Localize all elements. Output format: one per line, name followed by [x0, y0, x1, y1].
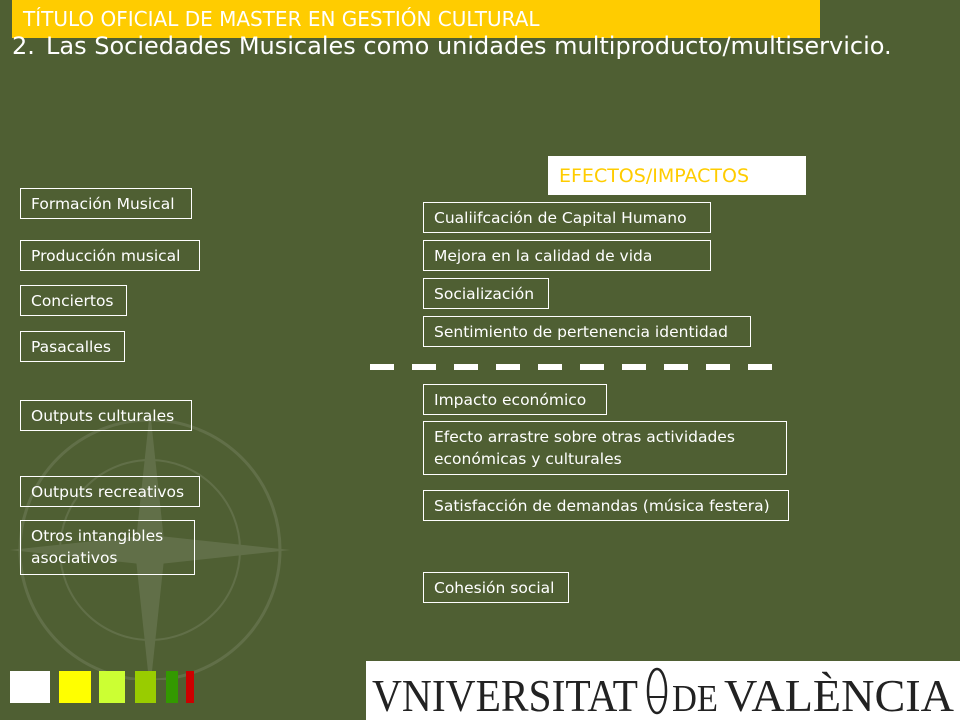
output-box: Outputs culturales	[20, 400, 192, 431]
effect-box: Efecto arrastre sobre otras actividades económicas y culturales	[423, 421, 787, 475]
course-title: TÍTULO OFICIAL DE MASTER EN GESTIÓN CULTURAL	[23, 7, 540, 31]
swatch-green-light	[135, 671, 156, 703]
swatch-lime	[99, 671, 125, 703]
university-logo	[366, 661, 960, 720]
effect-box: Mejora en la calidad de vida	[423, 240, 711, 271]
effects-header: EFECTOS/IMPACTOS	[548, 156, 806, 195]
effect-box: Socialización	[423, 278, 549, 309]
dashed-separator	[370, 362, 775, 372]
output-box: Conciertos	[20, 285, 127, 316]
output-box: Producción musical	[20, 240, 200, 271]
swatch-white	[10, 671, 50, 703]
output-box: Outputs recreativos	[20, 476, 200, 507]
logo-text-right: VALÈNCIA	[724, 670, 954, 720]
swatch-yellow	[59, 671, 91, 703]
subtitle-text: Las Sociedades Musicales como unidades multiproducto/multiservicio.	[46, 32, 892, 60]
swatch-green-dark	[166, 671, 178, 703]
swatch-red	[186, 671, 194, 703]
effect-box: Impacto económico	[423, 384, 607, 415]
effect-box: Cualiifcación de Capital Humano	[423, 202, 711, 233]
output-box: Formación Musical	[20, 188, 192, 219]
logo-text-mid: DE	[672, 678, 718, 720]
slide-subtitle	[12, 31, 892, 61]
effect-box: Satisfacción de demandas (música festera)	[423, 490, 789, 521]
logo-text-left: VNIVERSITAT	[372, 670, 638, 720]
effect-box: Sentimiento de pertenencia identidad	[423, 316, 751, 347]
subtitle-number: 2.	[12, 32, 35, 60]
logo-emblem	[648, 669, 666, 713]
output-box: Otros intangibles asociativos	[20, 520, 195, 575]
output-box: Pasacalles	[20, 331, 125, 362]
effect-box: Cohesión social	[423, 572, 569, 603]
